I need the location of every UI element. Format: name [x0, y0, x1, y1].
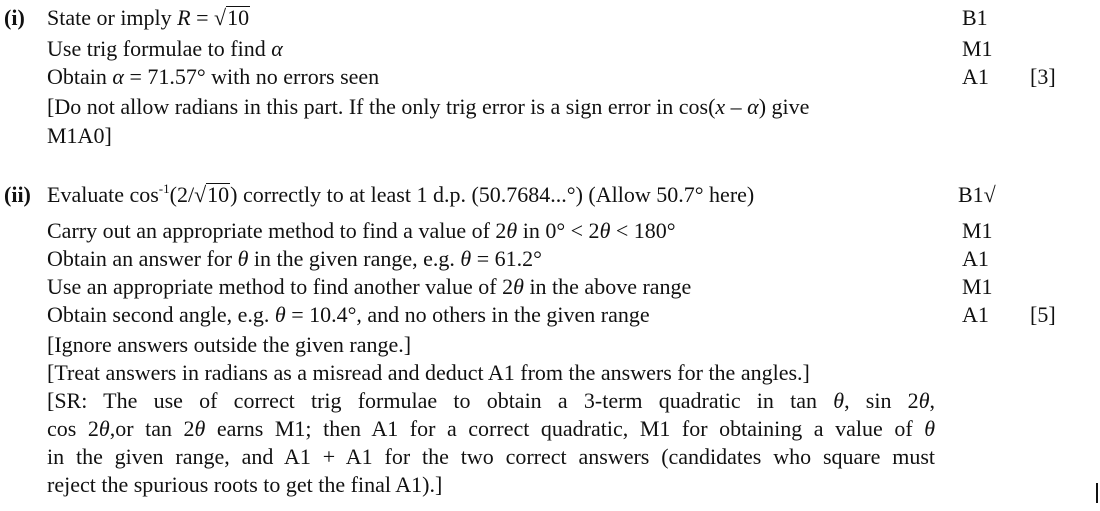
- part-ii-line-10: in the given range, and A1 + A1 for the two correct answers (candidates who square must: [47, 444, 935, 469]
- part-i-line-1: State or imply R = √10: [47, 5, 250, 30]
- part-ii-line-9: cos 2θ,or tan 2θ earns M1; then A1 for a correct quadratic, M1 for obtaining a value of θ: [47, 416, 936, 441]
- part-ii-line-5: Obtain second angle, e.g. θ = 10.4°, and no others in the given range: [47, 302, 650, 327]
- part-ii-line-8: [SR: The use of correct trig formulae to obtain a 3-term quadratic in tan θ, sin 2θ,: [47, 388, 935, 413]
- part-i-line-3: Obtain α = 71.57° with no errors seen: [47, 64, 380, 89]
- root-10: 10: [227, 5, 250, 30]
- mark-i-2: M1: [962, 36, 993, 61]
- mark-i-1: B1: [962, 5, 988, 30]
- part-ii-line-4: Use an appropriate method to find another value of 2θ in the above range: [47, 274, 692, 299]
- part-ii-line-3: Obtain an answer for θ in the given range, e.g. θ = 61.2°: [47, 246, 542, 271]
- part-ii-line-7: [Treat answers in radians as a misread and deduct A1 from the answers for the angles.]: [47, 360, 810, 385]
- part-ii-line-6: [Ignore answers outside the given range.]: [47, 332, 412, 357]
- mark-ii-1: B1√: [958, 182, 996, 207]
- mark-ii-4: M1: [962, 274, 993, 299]
- part-ii-label: (ii): [4, 182, 31, 207]
- mark-ii-2: M1: [962, 218, 993, 243]
- part-ii-line-2: Carry out an appropriate method to find a value of 2θ in 0° < 2θ < 180°: [47, 218, 676, 243]
- part-i-line-5: M1A0]: [47, 123, 112, 148]
- text-cursor: [1096, 483, 1098, 503]
- total-i: [3]: [1030, 64, 1056, 89]
- total-ii: [5]: [1030, 302, 1056, 327]
- part-i-line-2: Use trig formulae to find α: [47, 36, 283, 61]
- part-i-line-4: [Do not allow radians in this part. If the only trig error is a sign error in cos(x – α) give: [47, 94, 810, 119]
- part-ii-line-11: reject the spurious roots to get the final A1).]: [47, 472, 443, 497]
- mark-i-3: A1: [962, 64, 989, 89]
- mark-ii-5: A1: [962, 302, 989, 327]
- mark-ii-3: A1: [962, 246, 989, 271]
- part-ii-line-1: Evaluate $\cos^{-1}(2/√10)$ correctly to at least 1 d.p. (50.7684...°) (Allow 50.7° here): [47, 181, 755, 207]
- part-i-label: (i): [4, 5, 25, 30]
